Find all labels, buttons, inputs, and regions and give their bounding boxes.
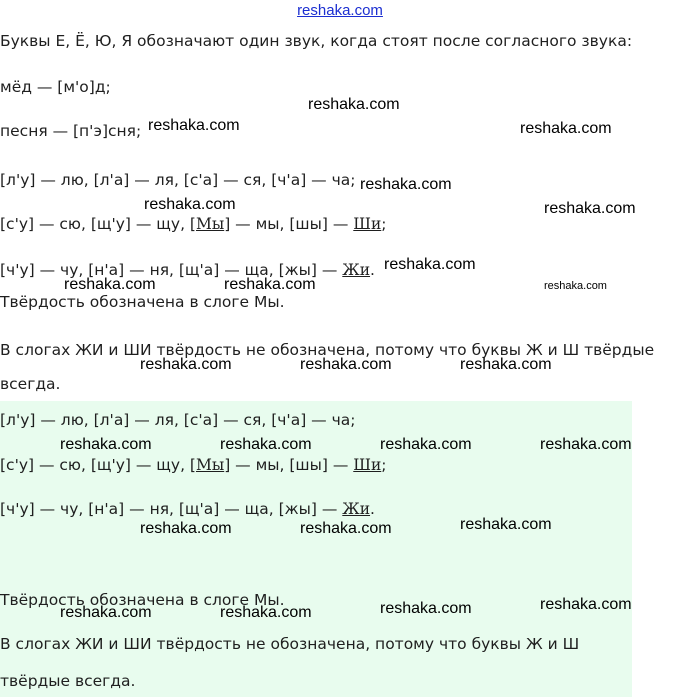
watermark: reshaka.com (384, 256, 476, 273)
panel-reason-line-1: В слогах ЖИ и ШИ твёрдость не обозначена, потому что буквы Ж и Ш (0, 635, 580, 653)
watermark: reshaka.com (140, 356, 232, 373)
syllable-row-2: [с'у] — сю, [щ'у] — щу, [Мы] — мы, [шы] — Ши; (0, 215, 387, 233)
syllable-my: Мы (195, 215, 225, 233)
syllable-row-1: [л'у] — лю, [л'а] — ля, [с'а] — ся, [ч'а] — ча; (0, 171, 356, 189)
watermark: reshaka.com (144, 196, 236, 213)
syllable-row-3: [ч'у] — чу, [н'а] — ня, [щ'а] — ща, [жы] — Жи. (0, 261, 375, 279)
watermark: reshaka.com (224, 276, 316, 293)
watermark: reshaka.com (380, 600, 472, 617)
example-med: мёд — [м'о]д; (0, 78, 111, 96)
watermark: reshaka.com (60, 604, 152, 621)
watermark: reshaka.com (520, 120, 612, 137)
watermark: reshaka.com (380, 436, 472, 453)
watermark: reshaka.com (308, 96, 400, 113)
watermark: reshaka.com (540, 596, 632, 613)
panel-reason-line-2: твёрдые всегда. (0, 672, 136, 690)
watermark: reshaka.com (300, 520, 392, 537)
intro-text: Буквы Е, Ё, Ю, Я обозначают один звук, когда стоят после согласного звука: (0, 32, 633, 50)
watermark: reshaka.com (544, 280, 607, 292)
syllable-shi: Ши (353, 215, 382, 233)
watermark: reshaka.com (220, 436, 312, 453)
panel-syllable-row-2: [с'у] — сю, [щ'у] — щу, [Мы] — мы, [шы] — Ши; (0, 456, 387, 474)
panel-syllable-zhi: Жи (342, 500, 371, 518)
watermark: reshaka.com (544, 200, 636, 217)
panel-syllable-row-3: [ч'у] — чу, [н'а] — ня, [щ'а] — ща, [жы] — Жи. (0, 500, 375, 518)
watermark: reshaka.com (460, 516, 552, 533)
watermark: reshaka.com (360, 176, 452, 193)
watermark: reshaka.com (148, 117, 240, 134)
watermark: reshaka.com (300, 356, 392, 373)
watermark: reshaka.com (540, 436, 632, 453)
watermark: reshaka.com (64, 276, 156, 293)
panel-syllable-row-1: [л'у] — лю, [л'а] — ля, [с'а] — ся, [ч'а] — ча; (0, 411, 356, 429)
site-link[interactable]: reshaka.com (297, 2, 383, 19)
watermark: reshaka.com (220, 604, 312, 621)
hardness-text: Твёрдость обозначена в слоге Мы. (0, 293, 285, 311)
syllable-zhi: Жи (342, 261, 371, 279)
panel-syllable-my: Мы (195, 456, 225, 474)
panel-syllable-shi: Ши (353, 456, 382, 474)
watermark: reshaka.com (140, 520, 232, 537)
watermark: reshaka.com (60, 436, 152, 453)
watermark: reshaka.com (460, 356, 552, 373)
example-pesnya: песня — [п'э]сня; (0, 122, 142, 140)
panel-hardness-text: Твёрдость обозначена в слоге Мы. (0, 591, 285, 609)
reason-line-2: всегда. (0, 375, 61, 393)
reason-line-1: В слогах ЖИ и ШИ твёрдость не обозначена, потому что буквы Ж и Ш твёрдые (0, 341, 655, 359)
